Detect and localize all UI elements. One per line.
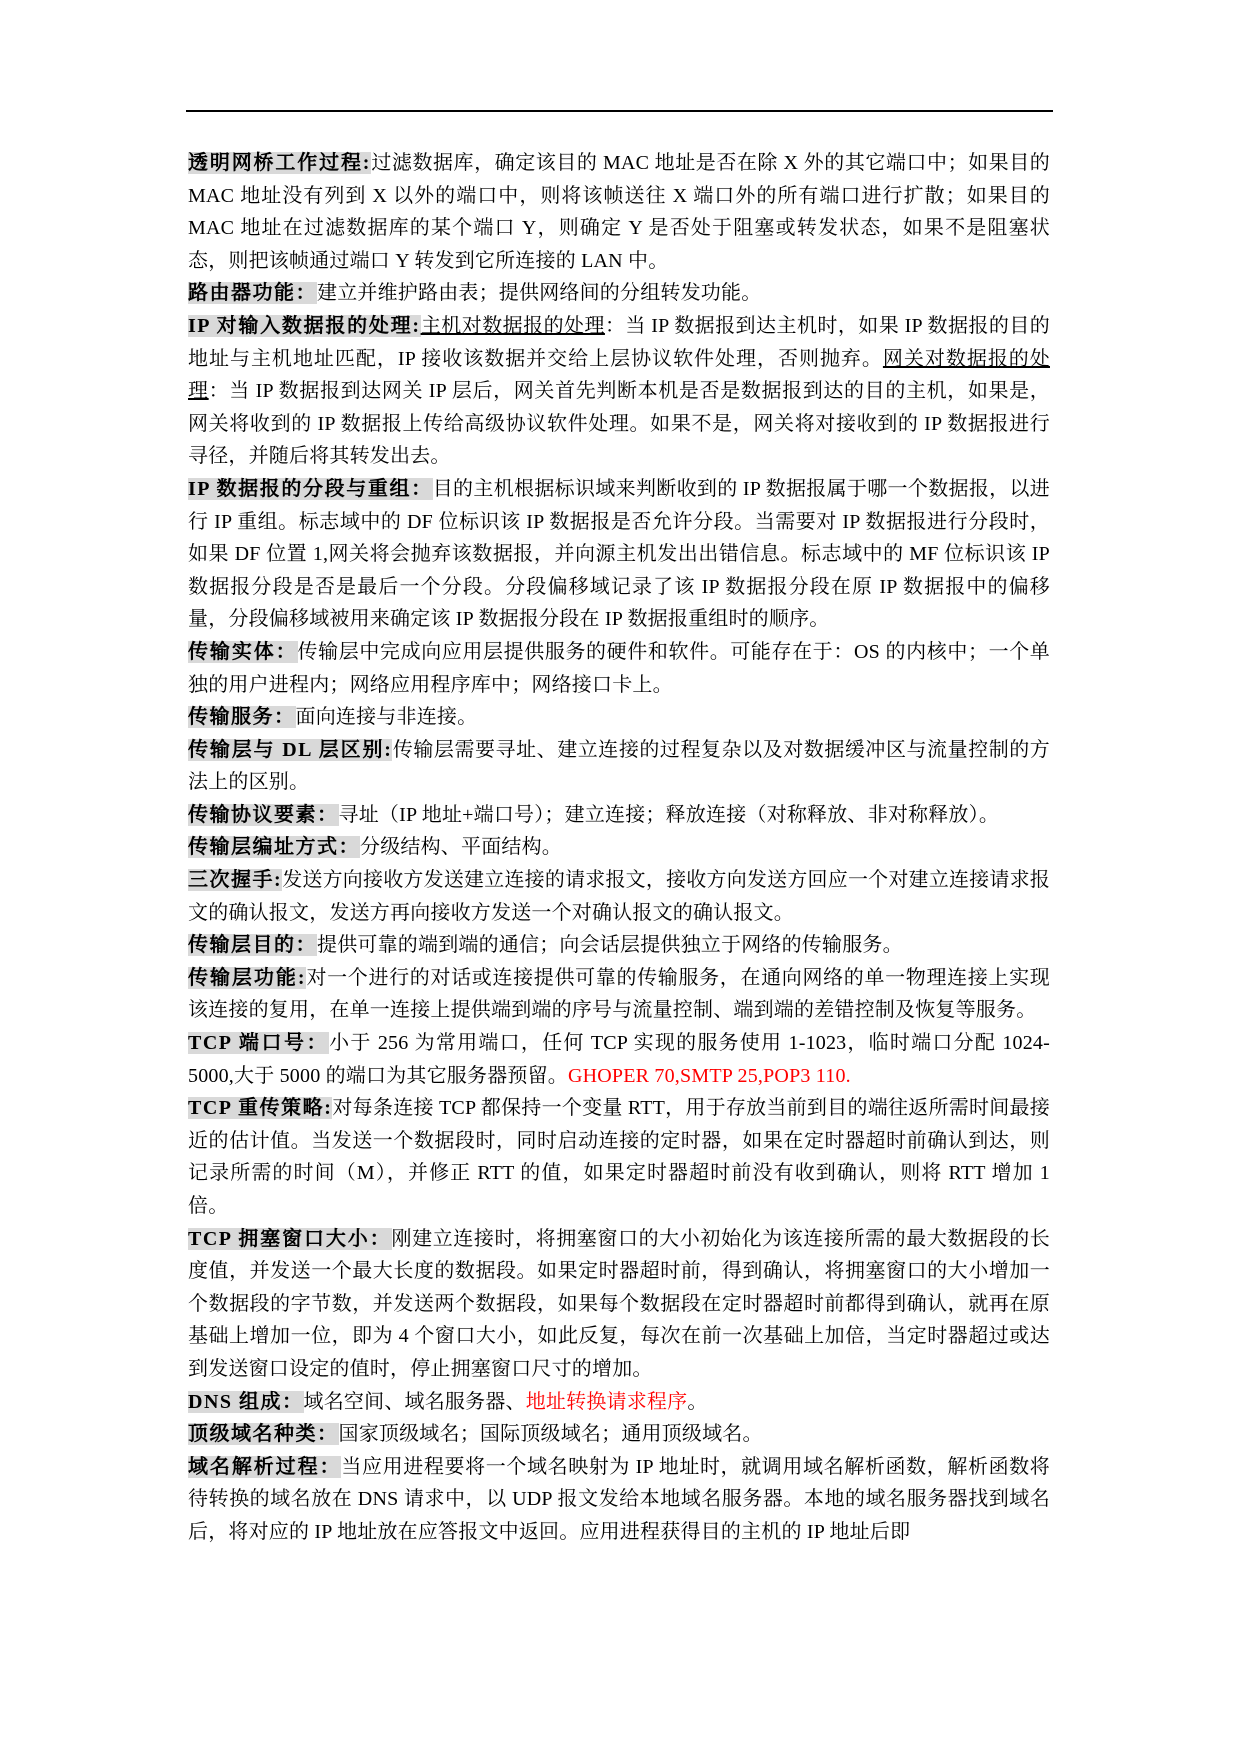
paragraph-transparent-bridge (188, 147, 1050, 277)
paragraph-dns-composition (188, 1386, 1050, 1419)
paragraph-text: 过滤数据库，确定该目的 MAC 地址是否在除 X 外的其它端口中；如果目的 MAC 地址没有列到 X 以外的端口中，则将该帧送往 X 端口外的所有端口进行扩散；如果目的 MAC 地址在过滤数据库的某个端口 Y，则确定 Y 是否处于阻塞或转发状态，如果不是阻塞状态，则把该帧通过端口 Y 转发到它所连接的 LAN 中。 (188, 152, 1050, 272)
header-rule (186, 110, 1053, 112)
term-label: TCP 重传策略: (188, 1097, 333, 1120)
paragraph-transport-entity (188, 636, 1050, 701)
paragraph-text: 提供可靠的端到端的通信；向会话层提供独立于网络的传输服务。 (317, 934, 903, 957)
term-label: 传输层功能: (188, 966, 306, 989)
term-label: 传输层目的： (188, 934, 317, 957)
term-label: 传输层与 DL 层区别: (188, 738, 393, 761)
red-emphasis-text: GHOPER 70,SMTP 25,POP3 110. (568, 1064, 851, 1087)
term-label: 传输实体： (188, 640, 298, 663)
paragraph-dns-resolution (188, 1451, 1050, 1549)
paragraph-text: 传输层需要寻址、建立连接的过程复杂以及对数据缓冲区与流量控制的方法上的区别。 (188, 738, 1050, 794)
term-label: 顶级域名种类： (188, 1423, 339, 1446)
term-label: 传输服务： (188, 706, 296, 729)
underlined-subterm: 网关对数据报的处理 (188, 347, 1050, 403)
term-label: 透明网桥工作过程: (188, 152, 371, 174)
paragraph-text: 小于 256 为常用端口，任何 TCP 实现的服务使用 1-1023，临时端口分配 1024-5000,大于 5000 的端口为其它服务器预留。 (188, 1032, 1050, 1087)
paragraph-transport-purpose (188, 929, 1050, 962)
paragraph-tcp-port (188, 1027, 1050, 1092)
paragraph-text: ：当 IP 数据报到达网关 IP 层后，网关首先判断本机是否是数据报到达的目的主机，如果是，网关将收到的 IP 数据报上传给高级协议软件处理。如果不是，网关将对接收到的 IP 数据报进行寻径，并随后将其转发出去。 (188, 380, 1051, 468)
term-label: TCP 端口号： (188, 1032, 330, 1055)
paragraph-text: 面向连接与非连接。 (295, 706, 478, 729)
paragraph-text: 传输层中完成向应用层提供服务的硬件和软件。可能存在于：OS 的内核中；一个单独的用户进程内；网络应用程序库中；网络接口卡上。 (188, 640, 1050, 696)
paragraph-text: 分级结构、平面结构。 (360, 836, 562, 859)
paragraph-text: 对每条连接 TCP 都保持一个变量 RTT，用于存放当前到目的端往返所需时间最接近的估计值。当发送一个数据段时，同时启动连接的定时器，如果在定时器超时前确认到达，则记录所需的时间（M），并修正 RTT 的值，如果定时器超时前没有收到确认，则将 RTT 增加 1 倍。 (188, 1097, 1050, 1217)
paragraph-text: ：当 IP 数据报到达主机时，如果 IP 数据报的目的地址与主机地址匹配，IP 接收该数据并交给上层协议软件处理，否则抛弃。 (188, 314, 1050, 370)
term-label: 域名解析过程： (188, 1455, 342, 1478)
paragraph-text: 国家顶级域名；国际顶级域名；通用顶级域名。 (338, 1423, 763, 1446)
paragraph-text: 域名空间、域名服务器、 (303, 1390, 526, 1413)
paragraph-top-level-domains (188, 1418, 1050, 1451)
paragraph-text: 目的主机根据标识域来判断收到的 IP 数据报属于哪一个数据报，以进行 IP 重组。标志域中的 DF 位标识该 IP 数据报是否允许分段。当需要对 IP 数据报进行分段时，如果 DF 位置 1,网关将会抛弃该数据报，并向源主机发出出错信息。标志域中的 MF 位标识该 IP 数据报分段是否是最后一个分段。分段偏移域记录了该 IP 数据报分段在原 IP 数据报中的偏移量，分段偏移域被用来确定该 IP 数据报分段在 IP 数据报重组时的顺序。 (188, 477, 1051, 631)
term-label: IP 对输入数据报的处理: (188, 314, 421, 337)
paragraph-transport-vs-dl (188, 734, 1050, 799)
paragraph-tcp-retransmission (188, 1092, 1050, 1222)
paragraph-three-way-handshake (188, 864, 1050, 929)
paragraph-ip-input-processing (188, 310, 1050, 473)
paragraph-transport-addressing (188, 831, 1050, 864)
term-label: 路由器功能： (188, 282, 317, 305)
paragraph-ip-fragmentation (188, 473, 1050, 636)
red-emphasis-text: 地址转换请求程序 (525, 1390, 688, 1413)
underlined-subterm: 主机对数据报的处理 (420, 314, 605, 337)
paragraph-text: 。 (687, 1390, 708, 1413)
paragraph-text: 发送方向接收方发送建立连接的请求报文，接收方向发送方回应一个对建立连接请求报文的确认报文，发送方再向接收方发送一个对确认报文的确认报文。 (188, 869, 1050, 924)
paragraph-router-function (188, 277, 1050, 310)
paragraph-text: 刚建立连接时，将拥塞窗口的大小初始化为该连接所需的最大数据段的长度值，并发送一个最大长度的数据段。如果定时器超时前，得到确认，将拥塞窗口的大小增加一个数据段的字节数，并发送两个数据段，如果每个数据段在定时器超时前都得到确认，就再在原基础上增加一位，即为 4 个窗口大小，如此反复，每次在前一次基础上加倍，当定时器超过或达到发送窗口设定的值时，停止拥塞窗口尺寸的增加。 (188, 1227, 1050, 1380)
paragraph-transport-service (188, 701, 1050, 734)
paragraph-transport-protocol-elements (188, 799, 1050, 832)
paragraph-text: 建立并维护路由表；提供网络间的分组转发功能。 (317, 282, 762, 305)
paragraph-text: 寻址（IP 地址+端口号）；建立连接；释放连接（对称释放、非对称释放）。 (338, 803, 1000, 826)
paragraph-text: 当应用进程要将一个域名映射为 IP 地址时，就调用域名解析函数，解析函数将待转换的域名放在 DNS 请求中，以 UDP 报文发给本地域名服务器。本地的域名服务器找到域名后，将对应的 IP 地址放在应答报文中返回。应用进程获得目的主机的 IP 地址后即 (188, 1455, 1050, 1543)
term-label: DNS 组成： (188, 1390, 304, 1413)
term-label: IP 数据报的分段与重组： (188, 477, 433, 500)
term-label: TCP 拥塞窗口大小： (188, 1227, 392, 1250)
term-label: 传输协议要素： (188, 803, 339, 826)
document-body (188, 147, 1050, 1549)
paragraph-tcp-congestion-window (188, 1223, 1050, 1386)
term-label: 三次握手: (188, 869, 283, 892)
paragraph-text: 对一个进行的对话或连接提供可靠的传输服务，在通向网络的单一物理连接上实现该连接的复用，在单一连接上提供端到端的序号与流量控制、端到端的差错控制及恢复等服务。 (188, 966, 1050, 1022)
paragraph-transport-function (188, 962, 1050, 1027)
term-label: 传输层编址方式： (188, 836, 360, 859)
